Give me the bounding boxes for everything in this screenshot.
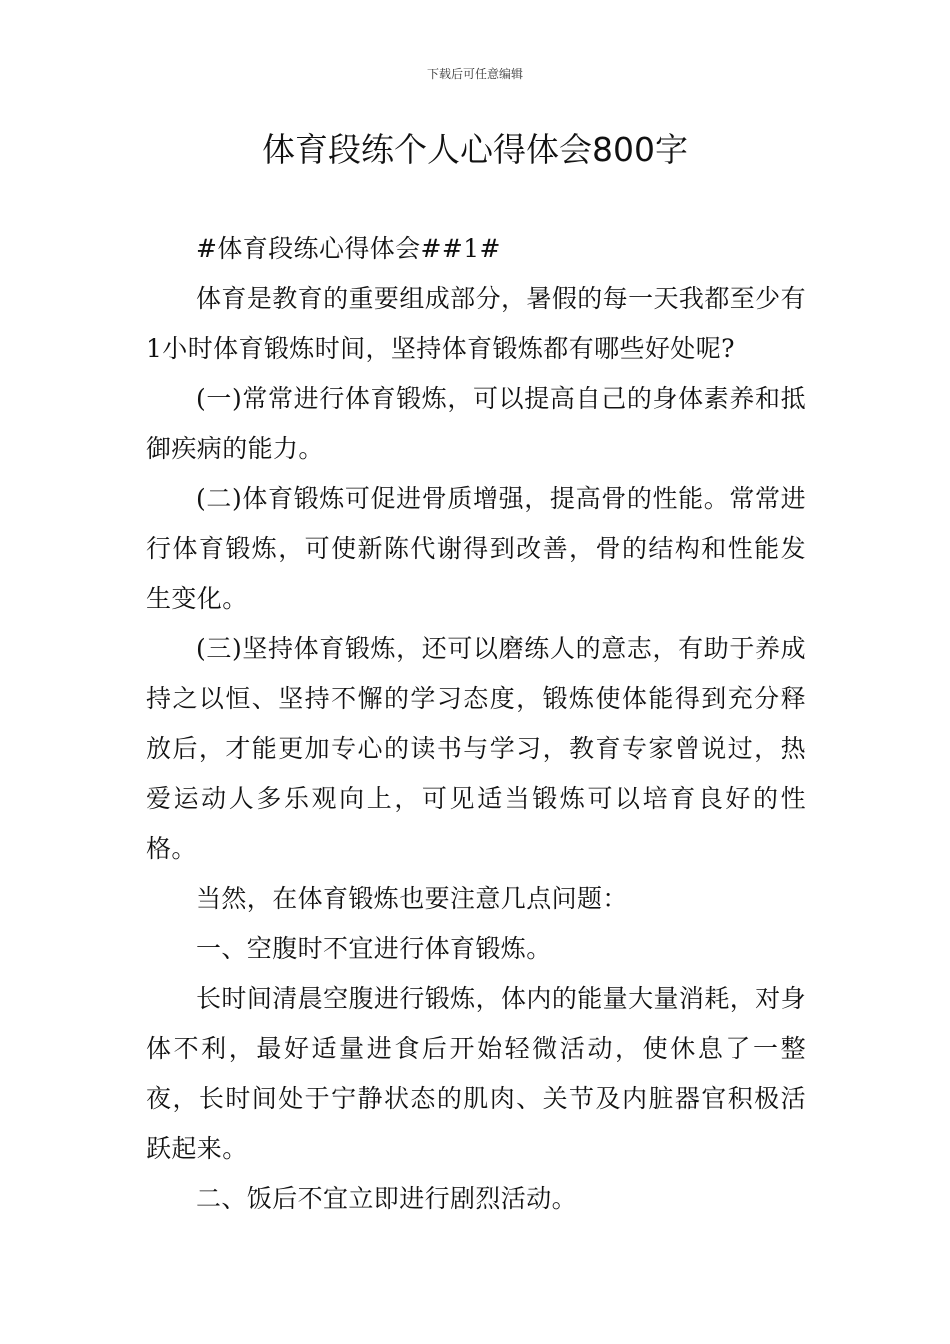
paragraph: (一)常常进行体育锻炼，可以提高自己的身体素养和抵御疾病的能力。 [146,384,806,463]
paragraph: 二、饭后不宜立即进行剧烈活动。 [196,1184,578,1213]
document-title: 体育段练个人心得体会800字 [262,130,688,169]
paragraph: 体育是教育的重要组成部分，暑假的每一天我都至少有1小时体育锻炼时间，坚持体育锻炼都有哪些好处呢? [146,284,806,363]
paragraph: 长时间清晨空腹进行锻炼，体内的能量大量消耗，对身体不利，最好适量进食后开始轻微活动，使休息了一整夜，长时间处于宁静状态的肌肉、关节及内脏器官积极活跃起来。 [146,984,806,1163]
paragraph: (三)坚持体育锻炼，还可以磨练人的意志，有助于养成持之以恒、坚持不懈的学习态度，锻炼使体能得到充分释放后，才能更加专心的读书与学习，教育专家曾说过，热爱运动人多乐观向上，可见适当锻炼可以培育良好的性格。 [146,634,806,863]
paragraph: 一、空腹时不宜进行体育锻炼。 [196,934,552,963]
header-note: 下载后可任意编辑 [426,67,523,81]
paragraph-heading: #体育段练心得体会##1# [196,234,501,263]
document-body [146,224,806,1224]
paragraph: (二)体育锻炼可促进骨质增强，提高骨的性能。常常进行体育锻炼，可使新陈代谢得到改善，骨的结构和性能发生变化。 [146,484,806,613]
paragraph: 当然，在体育锻炼也要注意几点问题： [196,884,628,913]
